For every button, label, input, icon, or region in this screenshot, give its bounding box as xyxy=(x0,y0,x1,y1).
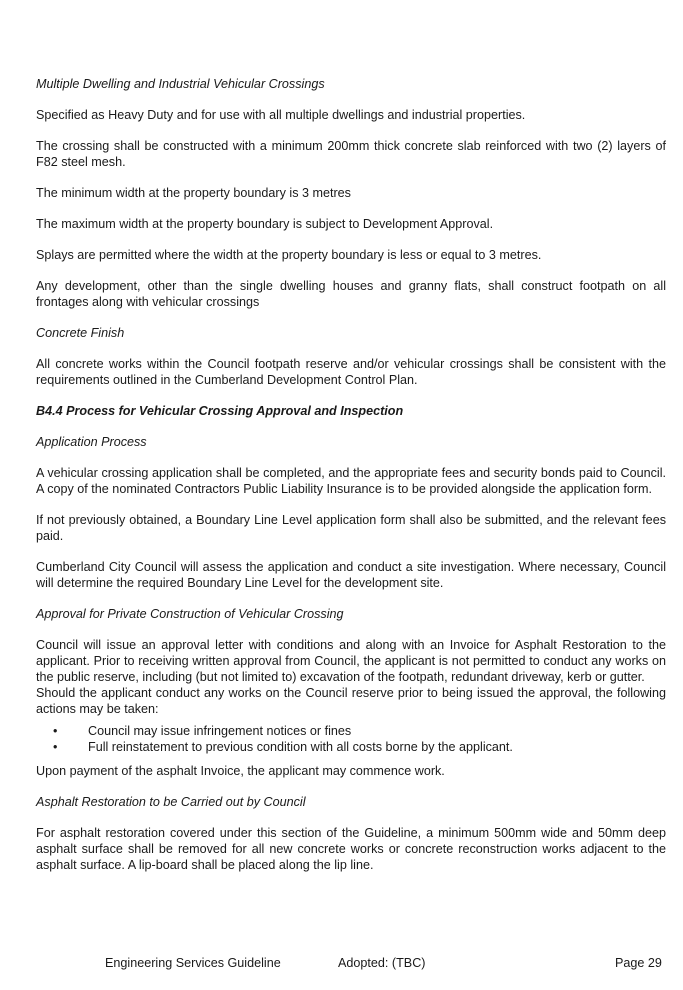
paragraph-actions: Should the applicant conduct any works on the Council reserve prior to being issued the approval, the following actions may be taken: xyxy=(36,686,666,716)
bullet-icon: • xyxy=(53,740,58,754)
paragraph-splays: Splays are permitted where the width at the property boundary is less or equal to 3 metres. xyxy=(36,248,542,262)
paragraph-heavy-duty: Specified as Heavy Duty and for use with all multiple dwellings and industrial properties. xyxy=(36,108,526,122)
paragraph-footpath: Any development, other than the single dwelling houses and granny flats, shall construct footpath on all frontages along with vehicular crossings xyxy=(36,279,666,309)
paragraph-max-width: The maximum width at the property boundary is subject to Development Approval. xyxy=(36,217,494,231)
heading-application-process: Application Process xyxy=(36,435,147,449)
paragraph-min-width: The minimum width at the property boundary is 3 metres xyxy=(36,186,351,200)
heading-multiple-dwelling: Multiple Dwelling and Industrial Vehicular Crossings xyxy=(36,77,325,91)
heading-approval: Approval for Private Construction of Vehicular Crossing xyxy=(36,607,344,621)
bullet-list xyxy=(36,723,666,755)
heading-concrete-finish: Concrete Finish xyxy=(36,326,125,340)
list-item: • Council may issue infringement notices or fines xyxy=(53,724,352,738)
footer-guideline-title: Engineering Services Guideline xyxy=(105,956,281,970)
footer-page-number: Page 29 xyxy=(615,956,662,970)
paragraph-approval-letter: Council will issue an approval letter with conditions and along with an Invoice for Asphalt Restoration to the applicant. Prior to receiving written approval from Council, the applicant is not permitted to conduct any works on the public reserve, including (but not limited to) excavation of the footpath, redundant driveway, kerb or gutter. xyxy=(36,638,666,684)
paragraph-commence: Upon payment of the asphalt Invoice, the applicant may commence work. xyxy=(36,764,445,778)
paragraph-boundary-line: If not previously obtained, a Boundary Line Level application form shall also be submitted, and the relevant fees paid. xyxy=(36,513,666,543)
heading-asphalt-restoration: Asphalt Restoration to be Carried out by Council xyxy=(36,795,306,809)
footer-adopted-status: Adopted: (TBC) xyxy=(338,956,426,970)
paragraph-concrete-works: All concrete works within the Council footpath reserve and/or vehicular crossings shall be consistent with the requirements outlined in the Cumberland Development Control Plan. xyxy=(36,357,666,387)
list-item: • Full reinstatement to previous condition with all costs borne by the applicant. xyxy=(53,740,513,754)
bullet-icon: • xyxy=(53,724,58,738)
paragraph-slab: The crossing shall be constructed with a minimum 200mm thick concrete slab reinforced with two (2) layers of F82 steel mesh. xyxy=(36,139,666,169)
paragraph-application: A vehicular crossing application shall be completed, and the appropriate fees and security bonds paid to Council. A copy of the nominated Contractors Public Liability Insurance is to be provided alongside the application form. xyxy=(36,466,666,496)
paragraph-assessment: Cumberland City Council will assess the application and conduct a site investigation. Where necessary, Council will determine the required Boundary Line Level for the development site. xyxy=(36,560,666,590)
paragraph-asphalt: For asphalt restoration covered under this section of the Guideline, a minimum 500mm wide and 50mm deep asphalt surface shall be removed for all new concrete works or concrete reconstruction works adjacent to the asphalt surface. A lip-board shall be placed along the lip line. xyxy=(36,826,666,872)
document-body xyxy=(36,76,666,888)
section-heading-b44: B4.4 Process for Vehicular Crossing Approval and Inspection xyxy=(36,404,404,418)
